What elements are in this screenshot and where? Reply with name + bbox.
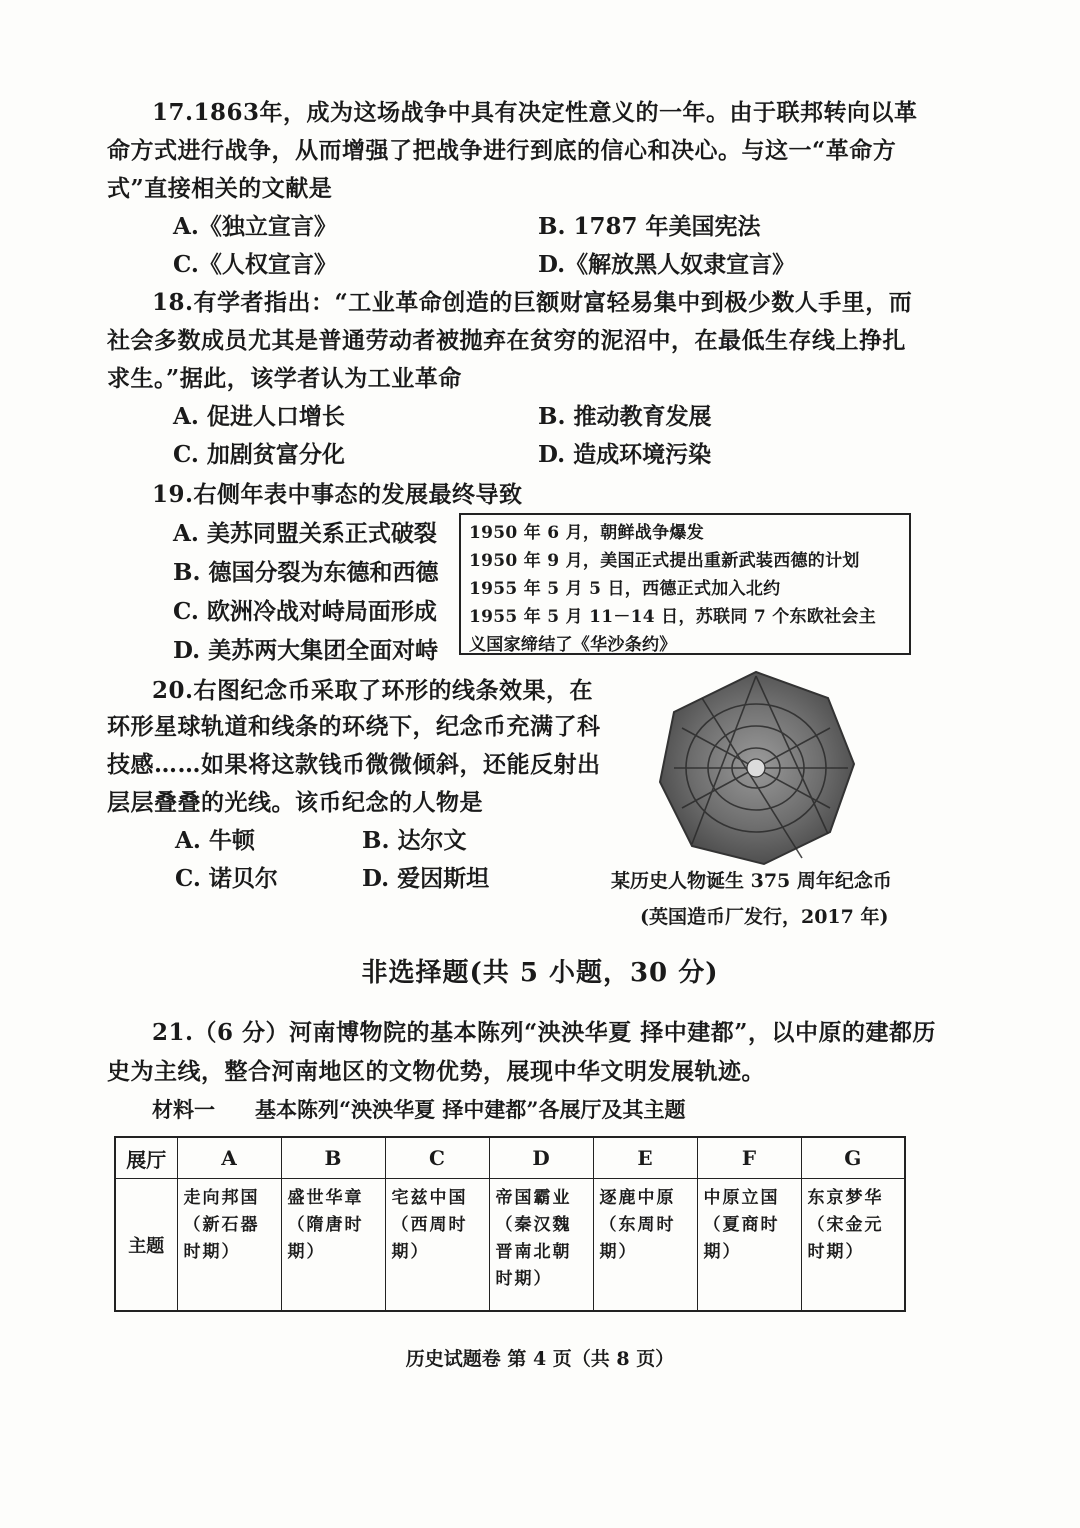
coin-caption-2: (英国造币厂发行，2017 年): [640, 906, 889, 928]
timeline-entry: 1955 年 5 月 5 日，西德正式加入北约: [469, 579, 781, 599]
timeline-entry: 1955 年 5 月 11－14 日，苏联同 7 个东欧社会主: [469, 607, 877, 627]
hall-header: E: [593, 1137, 697, 1179]
timeline-entry: 1950 年 6 月，朝鲜战争爆发: [469, 523, 704, 543]
theme-cell: 中原立国（夏商时期）: [697, 1179, 801, 1312]
coin-caption-1: 某历史人物诞生 375 周年纪念币: [611, 870, 892, 892]
material-title-text: 基本陈列“泱泱华夏 择中建都”各展厅及其主题: [255, 1097, 686, 1122]
theme-cell: 东京梦华（宋金元时期）: [801, 1179, 905, 1312]
q19-timeline-box: [459, 513, 911, 655]
q18-line-1: 18.有学者指出：“工业革命创造的巨额财富轻易集中到极少数人手里，而: [152, 289, 913, 316]
q17-line-3: 式”直接相关的文献是: [107, 175, 333, 202]
q17-option-d[interactable]: D.《解放黑人奴隶宣言》: [538, 251, 796, 278]
hall-header: A: [177, 1137, 281, 1179]
q18-option-d[interactable]: D. 造成环境污染: [538, 441, 712, 468]
q18-option-a[interactable]: A. 促进人口增长: [173, 403, 345, 430]
material-title: [152, 1094, 685, 1124]
q18-option-c[interactable]: C. 加剧贫富分化: [173, 441, 345, 468]
theme-cell: 逐鹿中原（东周时期）: [593, 1179, 697, 1312]
q19-option-d[interactable]: D. 美苏两大集团全面对峙: [173, 637, 439, 664]
q19-option-b[interactable]: B. 德国分裂为东德和西德: [173, 559, 439, 586]
section-title: 非选择题(共 5 小题，30 分): [361, 958, 719, 988]
theme-cell: 走向邦国（新石器时期）: [177, 1179, 281, 1312]
q21-line-2: 史为主线，整合河南地区的文物优势，展现中华文明发展轨迹。: [107, 1058, 765, 1085]
row-header-theme: 主题: [115, 1179, 177, 1312]
q17-option-a[interactable]: A.《独立宣言》: [173, 213, 337, 240]
hall-header: D: [489, 1137, 593, 1179]
commemorative-coin-image: [652, 668, 860, 868]
page-footer: 历史试题卷 第 4 页（共 8 页）: [405, 1348, 675, 1370]
theme-cell: 帝国霸业（秦汉魏晋南北朝时期）: [489, 1179, 593, 1312]
q20-line-2: 环形星球轨道和线条的环绕下，纪念币充满了科: [107, 713, 601, 740]
q20-option-b[interactable]: B. 达尔文: [362, 827, 467, 854]
row-header-hall: 展厅: [115, 1137, 177, 1179]
theme-cell: 盛世华章（隋唐时期）: [281, 1179, 385, 1312]
hall-header: C: [385, 1137, 489, 1179]
table-row: [115, 1179, 905, 1312]
q20-line-1: 20.右图纪念币采取了环形的线条效果，在: [152, 677, 594, 704]
q20-line-4: 层层叠叠的光线。该币纪念的人物是: [107, 789, 483, 816]
q20-option-c[interactable]: C. 诺贝尔: [175, 865, 278, 892]
table-header-row: [115, 1137, 905, 1179]
hall-header: F: [697, 1137, 801, 1179]
theme-cell: 宅兹中国（西周时期）: [385, 1179, 489, 1312]
hall-header: G: [801, 1137, 905, 1179]
q17-line-1: 17.1863年，成为这场战争中具有决定性意义的一年。由于联邦转向以革: [152, 99, 918, 126]
exhibit-table: [114, 1136, 906, 1312]
material-label: 材料一: [152, 1097, 215, 1122]
q19-option-c[interactable]: C. 欧洲冷战对峙局面形成: [173, 598, 437, 625]
timeline-entry: 义国家缔结了《华沙条约》: [469, 635, 677, 655]
hall-header: B: [281, 1137, 385, 1179]
coin-illustration: [652, 668, 860, 868]
q17-option-c[interactable]: C.《人权宣言》: [173, 251, 337, 278]
q20-line-3: 技感……如果将这款钱币微微倾斜，还能反射出: [107, 751, 601, 778]
q18-line-2: 社会多数成员尤其是普通劳动者被抛弃在贫穷的泥沼中，在最低生存线上挣扎: [107, 327, 906, 354]
q17-line-2: 命方式进行战争，从而增强了把战争进行到底的信心和决心。与这一“革命方: [107, 137, 897, 164]
q20-option-d[interactable]: D. 爱因斯坦: [362, 865, 490, 892]
q20-option-a[interactable]: A. 牛顿: [175, 827, 255, 854]
q21-line-1: 21.（6 分）河南博物院的基本陈列“泱泱华夏 择中建都”，以中原的建都历: [152, 1019, 936, 1046]
timeline-entry: 1950 年 9 月，美国正式提出重新武装西德的计划: [469, 551, 860, 571]
q18-line-3: 求生。”据此，该学者认为工业革命: [107, 365, 462, 392]
q17-option-b[interactable]: B. 1787 年美国宪法: [538, 213, 761, 240]
q19-stem: 19.右侧年表中事态的发展最终导致: [152, 481, 523, 508]
q18-option-b[interactable]: B. 推动教育发展: [538, 403, 712, 430]
q19-option-a[interactable]: A. 美苏同盟关系正式破裂: [173, 520, 437, 547]
